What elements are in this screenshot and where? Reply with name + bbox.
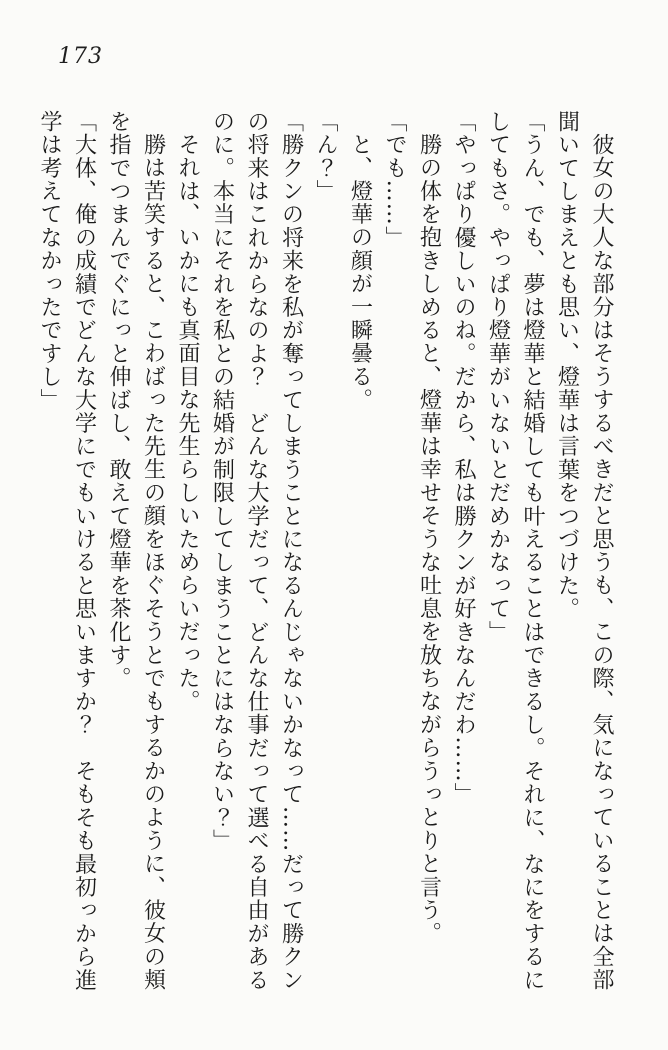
text-line: してもさ。やっぱり燈華がいないとだめかなって」	[485, 110, 511, 644]
page-number: 173	[58, 44, 103, 69]
text-line: の将来はこれからなのよ？ どんな大学だって、どんな仕事だって選べる自由がある	[244, 110, 269, 992]
text-line: 勝は苦笑すると、こわばった先生の顔をほぐそうとでもするかのように、彼女の頬	[140, 133, 166, 992]
text-line: 学は考えてなかったですし」	[37, 110, 62, 412]
text-line: 「大体、俺の成績でどんな大学にでもいけると思いますか？ そもそも最初っから進	[71, 110, 97, 992]
text-line: 「でも……」	[382, 110, 407, 250]
text-line: 「やっぱり優しいのね。だから、私は勝クンが好きなんだわ……」	[451, 110, 476, 806]
text-line: 聞いてしまえとも思い、燈華は言葉をつづけた。	[554, 110, 580, 621]
text-line: を指でつまんでぐにっと伸ばし、敢えて燈華を茶化す。	[106, 110, 131, 690]
text-line: 「勝クンの将来を私が奪ってしまうことになるんじゃないかなって……だって勝クン	[278, 110, 304, 992]
text-line: のに。本当にそれを私との結婚が制限してしまうことにはならない？」	[209, 110, 235, 853]
vertical-text-block	[32, 110, 619, 1000]
text-line: 彼女の大人な部分はそうするべきだと思うも、この際、気になっていることは全部	[589, 133, 614, 992]
text-line: 「うん、でも、夢は燈華と結婚しても叶えることはできるし。それに、なにをするに	[520, 110, 545, 992]
text-line: 「ん？」	[313, 110, 338, 203]
text-line: と、燈華の顔が一瞬曇る。	[347, 133, 373, 412]
text-line: それは、いかにも真面目な先生らしいためらいだった。	[175, 133, 200, 714]
text-line: 勝の体を抱きしめると、燈華は幸せそうな吐息を放ちながらうっとりと言う。	[416, 133, 442, 946]
